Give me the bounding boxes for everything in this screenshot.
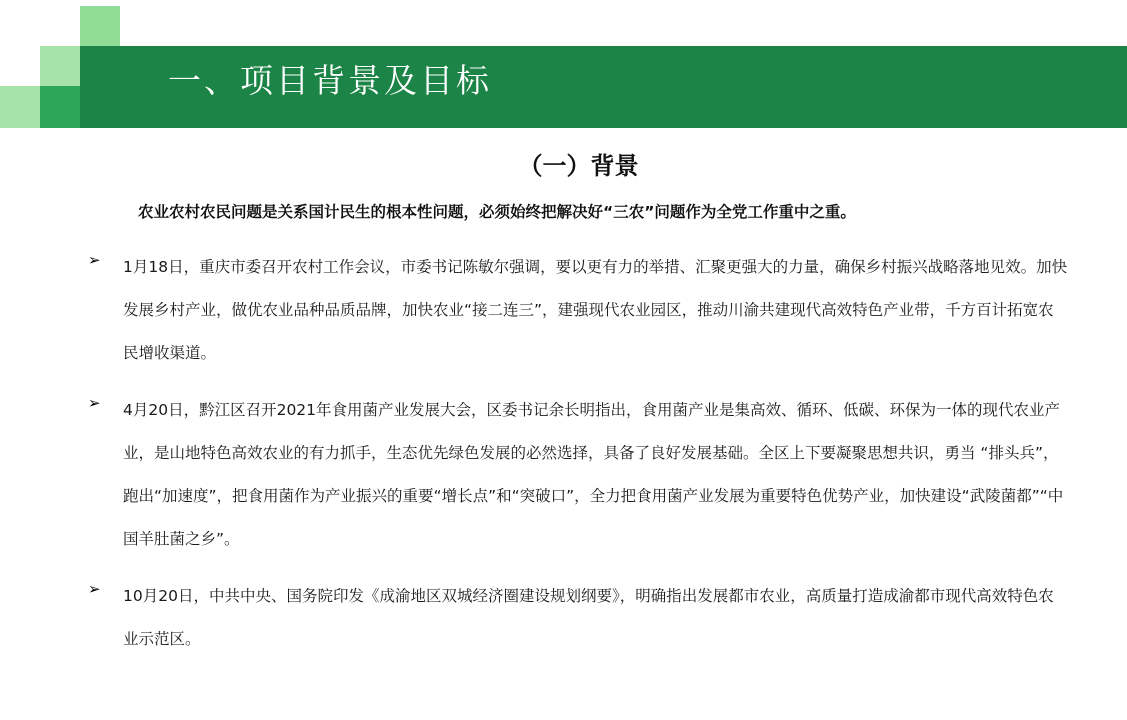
section-title: （一）背景	[518, 152, 639, 180]
intro-text: 农业农村农民问题是关系国计民生的根本性问题，必须始终把解决好“三农”问题作为全党工作重中之重。	[138, 203, 856, 221]
arrow-bullet-icon: ➢	[88, 251, 101, 269]
bullet-text: 10月20日，中共中央、国务院印发《成渝地区双城经济圈建设规划纲要》，明确指出发展都市农业，高质量打造成渝都市现代高效特色农业示范区。	[123, 587, 1054, 648]
decor-square	[80, 6, 120, 46]
arrow-bullet-icon: ➢	[88, 394, 101, 412]
bullet-item	[88, 389, 1068, 561]
bullet-item	[88, 246, 1068, 375]
page-title: 一、项目背景及目标	[168, 61, 492, 100]
bullet-text: 4月20日，黔江区召开2021年食用菌产业发展大会，区委书记余长明指出，食用菌产业是集高效、循环、低碳、环保为一体的现代农业产业，是山地特色高效农业的有力抓手，生态优先绿色发展的必然选择，具备了良好发展基础。全区上下要凝聚思想共识，勇当 “排头兵”，跑出“加速度”，把食用菌作为产业振兴的重要“增长点”和“突破口”，全力把食用菌产业发展为重要特色优势产业，加快建设“武陵菌都”“中国羊肚菌之乡”。	[123, 401, 1064, 548]
decor-square	[40, 46, 80, 86]
bullet-item	[88, 575, 1068, 661]
bullet-text: 1月18日，重庆市委召开农村工作会议，市委书记陈敏尔强调，要以更有力的举措、汇聚更强大的力量，确保乡村振兴战略落地见效。加快发展乡村产业，做优农业品种品质品牌，加快农业“接二连三”，建强现代农业园区，推动川渝共建现代高效特色产业带，千方百计拓宽农民增收渠道。	[123, 258, 1068, 362]
decor-square	[0, 86, 40, 128]
decor-square	[40, 86, 80, 128]
bullet-list	[88, 251, 1068, 685]
arrow-bullet-icon: ➢	[88, 580, 101, 598]
